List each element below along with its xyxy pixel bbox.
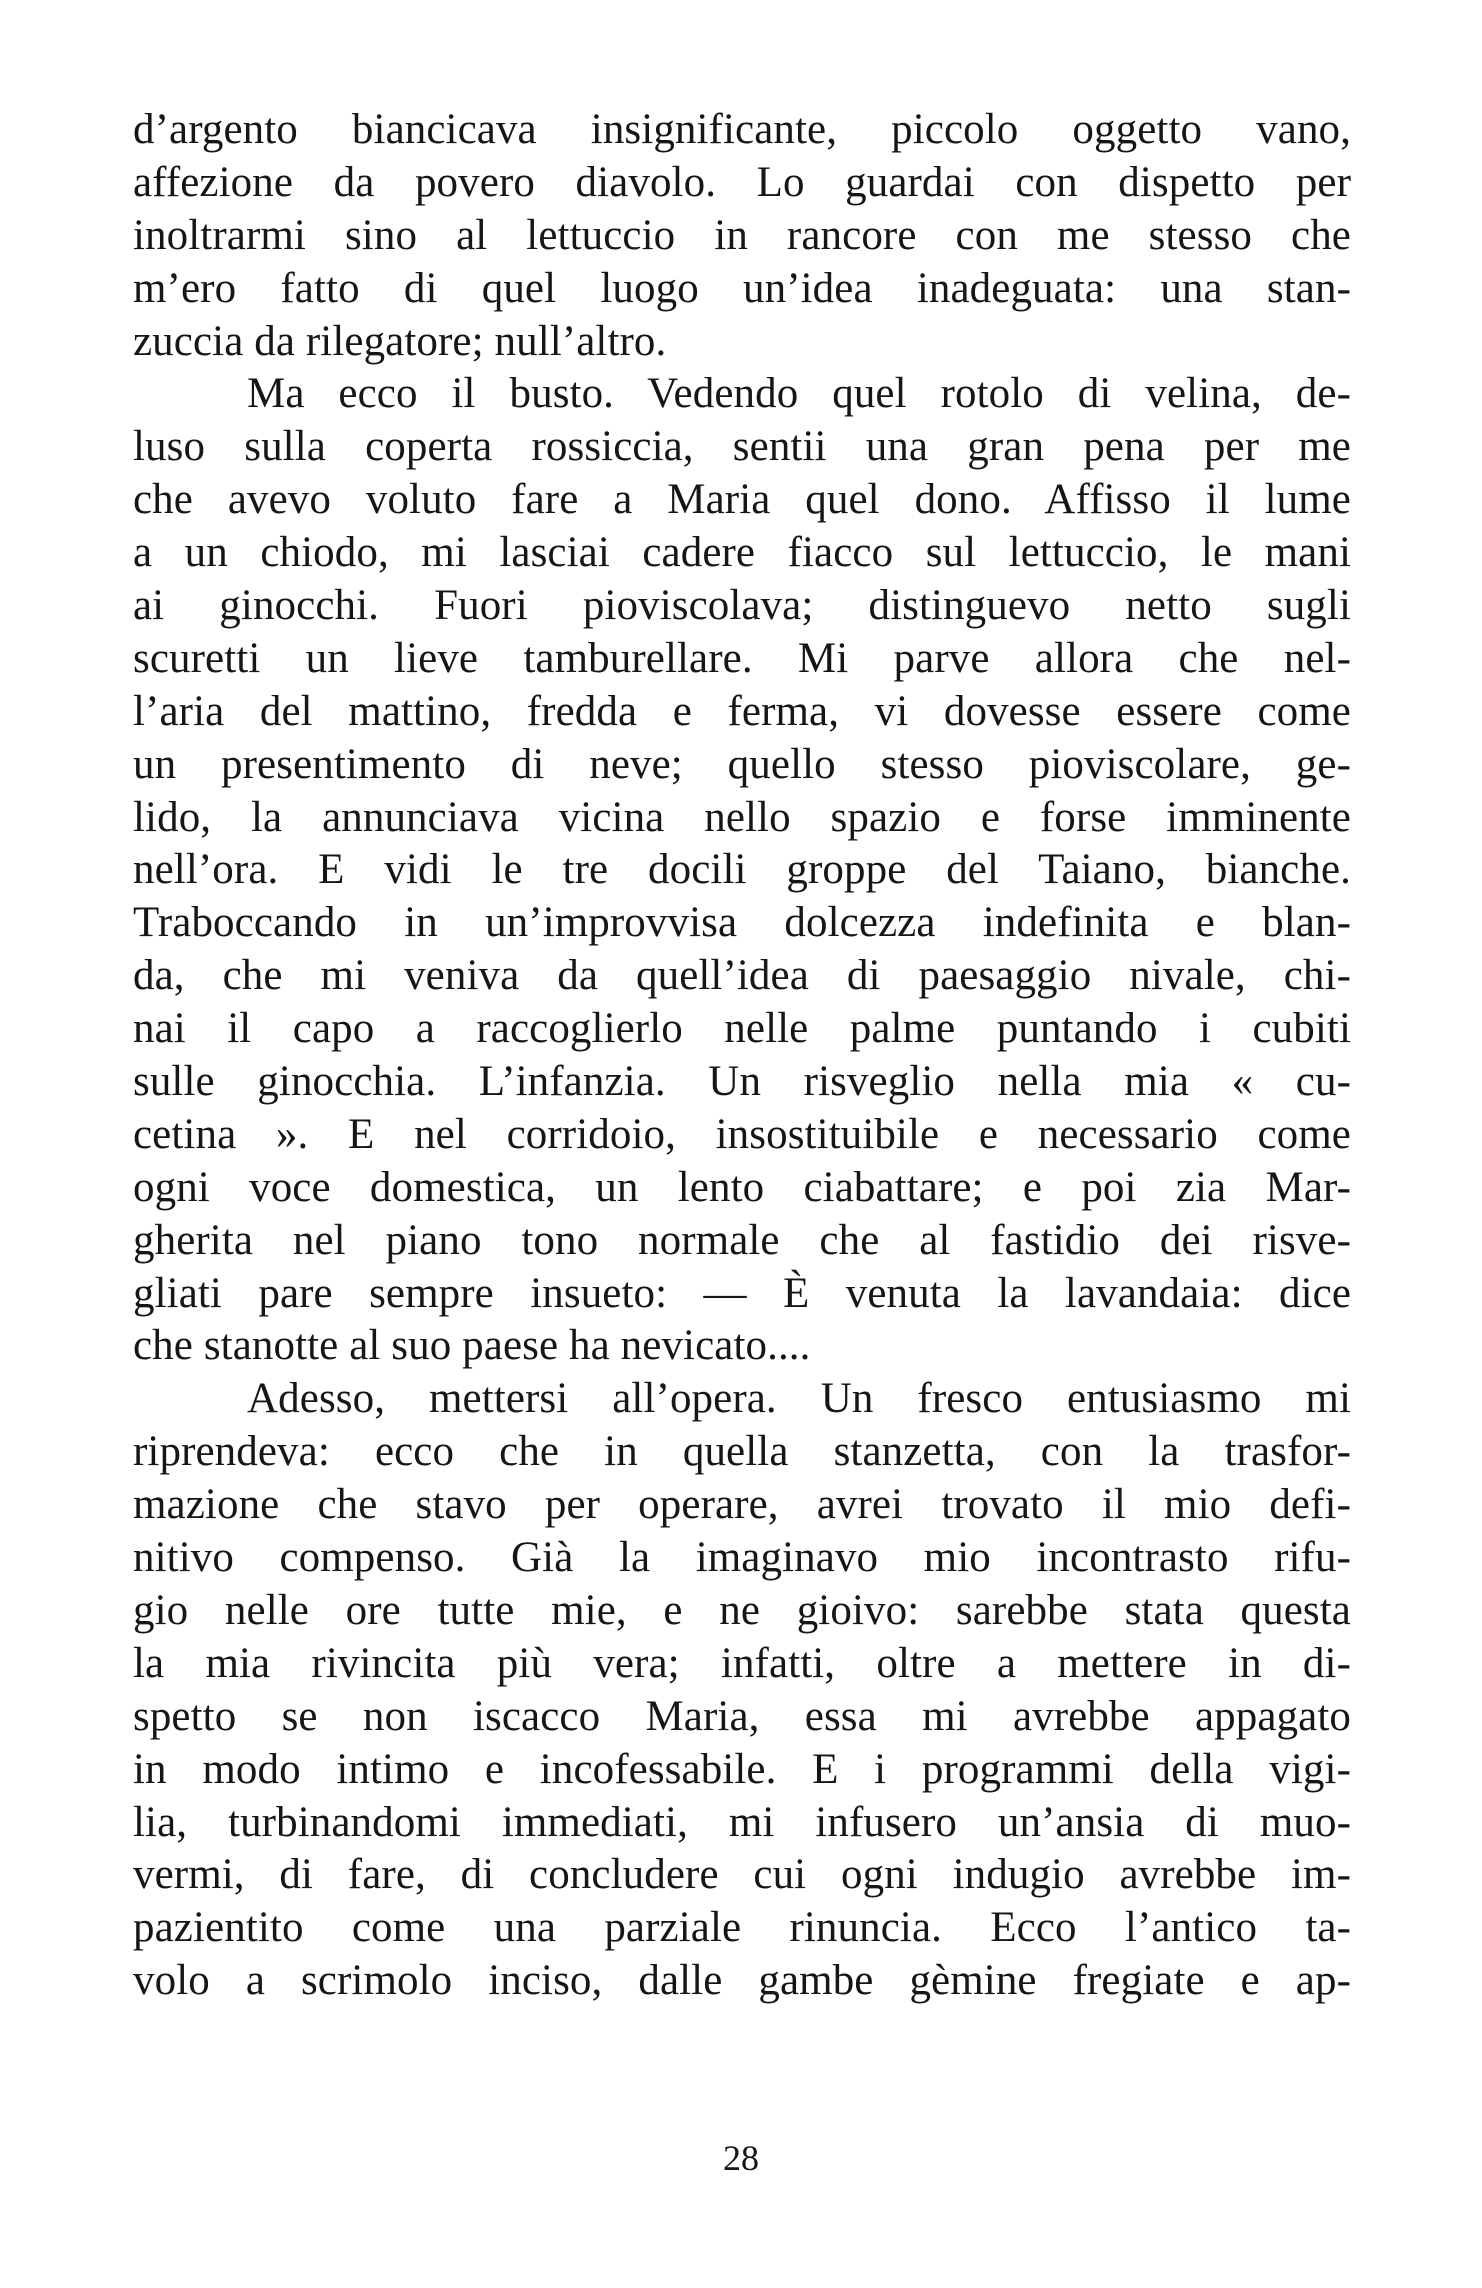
- text-line: Adesso, mettersi all’opera. Un fresco entusiasmo mi: [247, 1375, 1351, 1423]
- text-line: da, che mi veniva da quell’idea di paesaggio nivale, chi-: [133, 952, 1351, 1000]
- text-line: che avevo voluto fare a Maria quel dono. Affisso il lume: [133, 476, 1351, 524]
- text-line: gio nelle ore tutte mie, e ne gioivo: sarebbe stata questa: [133, 1586, 1351, 1634]
- text-line: ogni voce domestica, un lento ciabattare; e poi zia Mar-: [133, 1163, 1351, 1211]
- text-line: inoltrarmi sino al lettuccio in rancore con me stesso che: [133, 211, 1351, 259]
- text-line: gherita nel piano tono normale che al fastidio dei risve-: [133, 1216, 1351, 1264]
- text-line: gliati pare sempre insueto: — È venuta la lavandaia: dice: [133, 1269, 1351, 1317]
- text-line: l’aria del mattino, fredda e ferma, vi dovesse essere come: [133, 687, 1351, 735]
- page-number: 28: [723, 2138, 759, 2178]
- text-line: in modo intimo e incofessabile. E i programmi della vigi-: [133, 1745, 1351, 1793]
- text-line: riprendeva: ecco che in quella stanzetta, con la trasfor-: [133, 1428, 1351, 1476]
- text-line: luso sulla coperta rossiccia, sentii una gran pena per me: [133, 423, 1351, 471]
- paragraph-1: [133, 104, 1351, 368]
- text-line: che stanotte al suo paese ha nevicato....: [133, 1322, 811, 1370]
- text-line: Traboccando in un’improvvisa dolcezza indefinita e blan-: [133, 899, 1351, 947]
- paragraph-2: [133, 368, 1351, 1373]
- text-line: m’ero fatto di quel luogo un’idea inadeguata: una stan-: [133, 264, 1351, 312]
- text-line: nai il capo a raccoglierlo nelle palme puntando i cubiti: [133, 1005, 1351, 1053]
- text-line: lido, la annunciava vicina nello spazio e forse imminente: [133, 793, 1351, 841]
- text-line: un presentimento di neve; quello stesso pioviscolare, ge-: [133, 740, 1351, 788]
- text-line: a un chiodo, mi lasciai cadere fiacco sul lettuccio, le mani: [133, 529, 1351, 577]
- text-line: ai ginocchi. Fuori pioviscolava; distinguevo netto sugli: [133, 582, 1351, 630]
- text-line: pazientito come una parziale rinuncia. Ecco l’antico ta-: [133, 1904, 1351, 1952]
- text-line: d’argento biancicava insignificante, piccolo oggetto vano,: [133, 106, 1351, 153]
- text-line: spetto se non iscacco Maria, essa mi avrebbe appagato: [133, 1692, 1351, 1740]
- body-text: [133, 104, 1351, 2008]
- text-line: affezione da povero diavolo. Lo guardai con dispetto per: [133, 158, 1351, 206]
- text-line: zuccia da rilegatore; null’altro.: [133, 317, 667, 365]
- text-line: cetina ». E nel corridoio, insostituibile e necessario come: [133, 1110, 1351, 1158]
- text-line: vermi, di fare, di concludere cui ogni indugio avrebbe im-: [133, 1851, 1351, 1899]
- text-line: nell’ora. E vidi le tre docili groppe del Taiano, bianche.: [133, 846, 1351, 894]
- text-line: volo a scrimolo inciso, dalle gambe gèmine fregiate e ap-: [133, 1957, 1351, 2005]
- text-line: nitivo compenso. Già la imaginavo mio incontrasto rifu-: [133, 1534, 1351, 1582]
- text-line: mazione che stavo per operare, avrei trovato il mio defi-: [133, 1481, 1351, 1529]
- text-line: scuretti un lieve tamburellare. Mi parve allora che nel-: [133, 634, 1351, 682]
- text-line: Ma ecco il busto. Vedendo quel rotolo di velina, de-: [247, 370, 1351, 418]
- text-line: la mia rivincita più vera; infatti, oltre a mettere in di-: [133, 1639, 1351, 1687]
- paragraph-3: [133, 1373, 1351, 2008]
- text-line: sulle ginocchia. L’infanzia. Un risveglio nella mia « cu-: [133, 1058, 1351, 1106]
- text-line: lia, turbinandomi immediati, mi infusero un’ansia di muo-: [133, 1798, 1351, 1846]
